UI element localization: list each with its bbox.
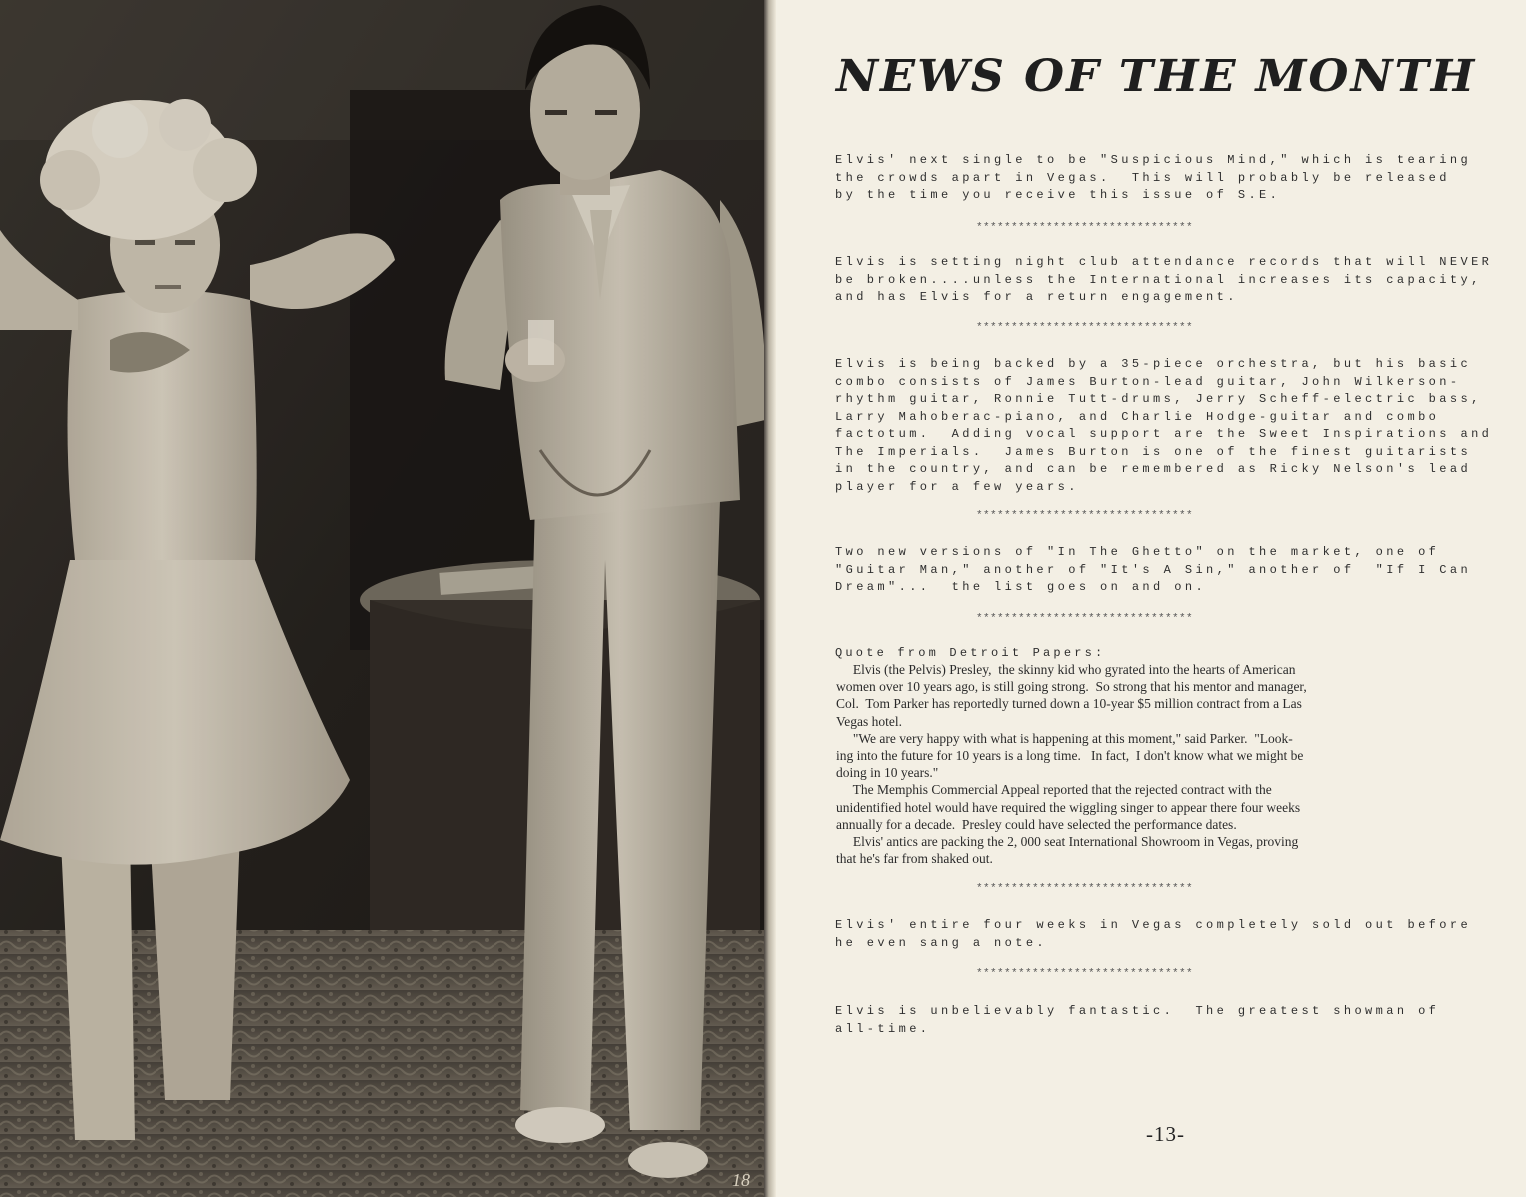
page-number: -13-: [1146, 1122, 1185, 1146]
frame-number: 18: [732, 1170, 750, 1190]
separator-4: *******************************: [976, 613, 1194, 625]
news-item-orchestra: Elvis is being backed by a 35-piece orchestra, but his basic combo consists of James Burton-lead guitar, John Wilkerson- rhythm guitar, Ronnie Tutt-drums, Jerry Scheff-electric bass, Larry Mahoberac-piano, and Charlie Hodge-guitar and combo factotum. Adding vocal support are the Sweet Inspirations and The Imperials. James Burton is one of the finest guitarists in the country, and can be remembered as Ricky Nelson's lead player for a few years.: [835, 357, 1493, 494]
page-headline: NEWS OF THE MONTH: [836, 50, 1477, 102]
news-item-single: Elvis' next single to be "Suspicious Mind," which is tearing the crowds apart in Vegas. This will probably be released by the time you receive this issue of S.E.: [835, 153, 1472, 202]
separator-5: *******************************: [976, 883, 1194, 895]
quote-heading: Quote from Detroit Papers:: [835, 646, 1106, 660]
separator-1: *******************************: [976, 222, 1194, 234]
separator-6: *******************************: [976, 968, 1194, 980]
separator-2: *******************************: [976, 322, 1194, 334]
news-item-sold-out: Elvis' entire four weeks in Vegas completely sold out before he even sang a note.: [835, 918, 1472, 950]
news-item-versions: Two new versions of "In The Ghetto" on the market, one of "Guitar Man," another of "It's A Sin," another of "If I Can Dream"... the list goes on and on.: [835, 545, 1472, 594]
news-item-attendance: Elvis is setting night club attendance records that will NEVER be broken....unless the International increases its capacity, and has Elvis for a return engagement.: [835, 255, 1493, 304]
news-item-showman: Elvis is unbelievably fantastic. The greatest showman of all-time.: [835, 1004, 1440, 1036]
separator-3: *******************************: [976, 510, 1194, 522]
page-gutter: [764, 0, 776, 1197]
news-page: [776, 0, 1526, 1197]
newspaper-clipping: Elvis (the Pelvis) Presley, the skinny kid who gyrated into the hearts of American women over 10 years ago, is still going strong. So strong that his mentor and manager, Col. Tom Parker has reportedly turned down a 10-year $5 million contract from a Las Vegas hotel. "We are very happy with what is happening at this moment," said Parker. "Look- ing into the future for 10 years is a long time. In fact, I don't know what we might be doing in 10 years." The Memphis Commercial Appeal reported that the rejected contract with the unidentified hotel would have required the wiggling singer to appear there four weeks annually for a decade. Presley could have selected the performance dates. Elvis' antics are packing the 2, 000 seat International Showroom in Vegas, proving that he's far from shaked out.: [836, 662, 1307, 867]
